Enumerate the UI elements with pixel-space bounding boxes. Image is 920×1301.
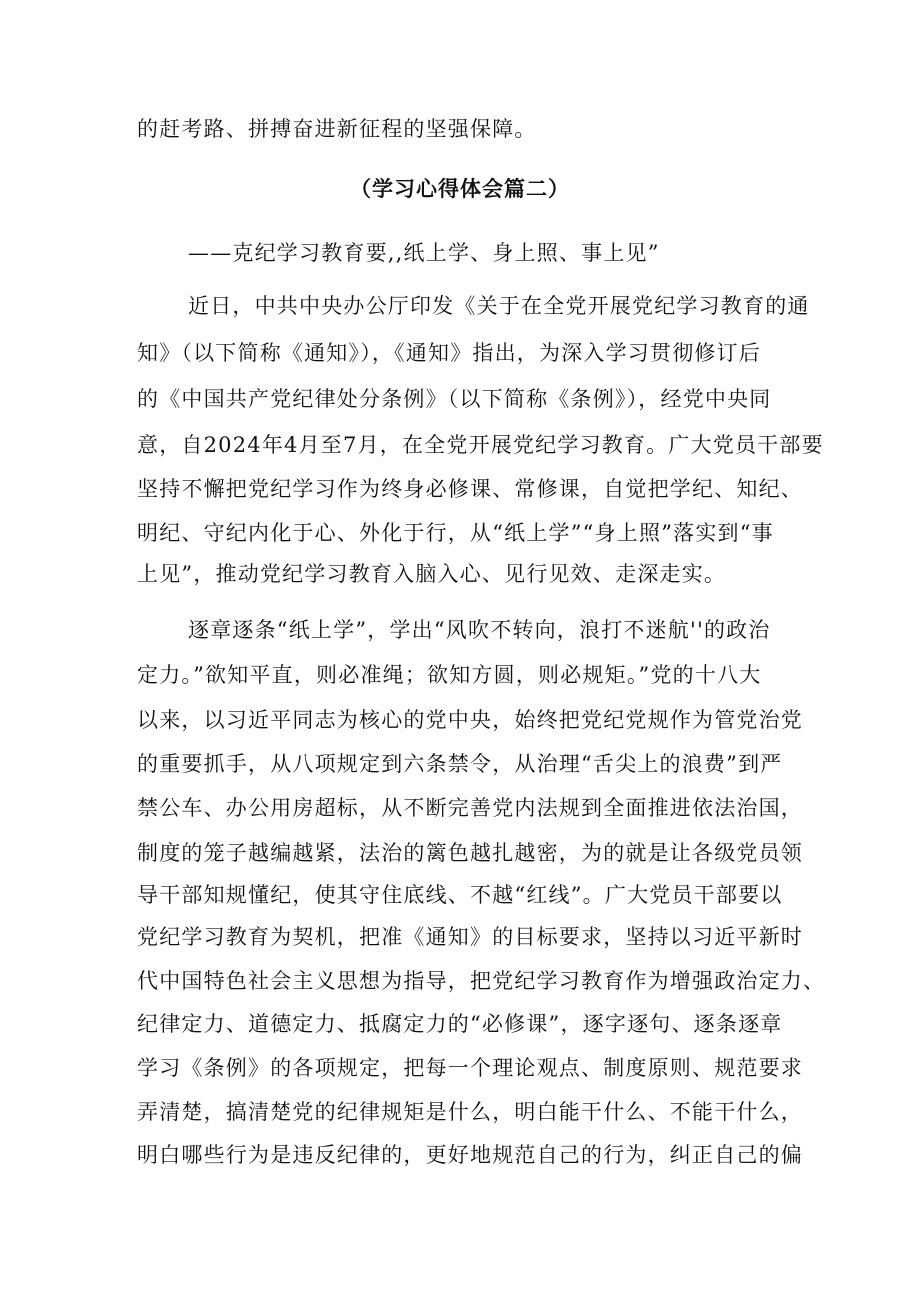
- paragraph-line: 纪律定力、道德定力、抵腐定力的“必修课”，逐字逐句、逐条逐章: [137, 1012, 783, 1036]
- paragraph-line: 的《中国共产党纪律处分条例》（以下简称《条例》），经党中央同: [137, 387, 772, 411]
- paragraph-line: 明纪、守纪内化于心、外化于行，从“纸上学”“身上照”落实到“事: [137, 521, 774, 545]
- paragraph-line: 的重要抓手，从八项规定到六条禁令，从治理“舌尖上的浪费”到严: [137, 752, 783, 776]
- paragraph-line: 党纪学习教育为契机，把准《通知》的目标要求，坚持以习近平新时: [137, 925, 803, 949]
- paragraph-line: 近日，中共中央办公厅印发《关于在全党开展党纪学习教育的通: [188, 294, 810, 318]
- paragraph-line: 意，自2024年4月至7月，在全党开展党纪学习教育。广大党员干部要: [137, 433, 824, 457]
- paragraph-line: 禁公车、办公用房超标，从不断完善党内法规到全面推进依法治国，: [137, 796, 803, 820]
- paragraph-line: 逐章逐条“纸上学”，学出“风吹不转向，浪打不迷航''的政治: [188, 618, 771, 642]
- paragraph-line: 弄清楚，搞清楚党的纪律规矩是什么，明白能干什么、不能干什么，: [137, 1100, 803, 1124]
- section-heading: （学习心得体会篇二）: [350, 176, 570, 201]
- paragraph-line: 知》（以下简称《通知》），《通知》指出，为深入学习贯彻修订后: [137, 341, 761, 365]
- paragraph-line: 明白哪些行为是违反纪律的，更好地规范自己的行为，纠正自己的偏: [137, 1143, 803, 1167]
- paragraph-line: 学习《条例》的各项规定，把每一个理论观点、制度原则、规范要求: [137, 1056, 803, 1080]
- paragraph-line: 制度的笼子越编越紧，法治的篱色越扎越密，为的就是让各级党员领: [137, 841, 803, 865]
- paragraph-line: 定力。”欲知平直，则必准绳；欲知方圆，则必规矩。”党的十八大: [137, 663, 762, 687]
- paragraph-line: 导干部知规懂纪，使其守住底线、不越“红线”。广大党员干部要以: [137, 883, 783, 907]
- paragraph-line: 以来，以习近平同志为核心的党中央，始终把党纪党规作为管党治党: [137, 708, 803, 732]
- paragraph-line: 代中国特色社会主义思想为指导，把党纪学习教育作为增强政治定力、: [137, 969, 826, 993]
- intro-line: 的赶考路、拼搏奋进新征程的坚强保障。: [137, 117, 537, 141]
- paragraph-line: 坚持不懈把党纪学习作为终身必修课、常修课，自觉把学纪、知纪、: [137, 477, 803, 501]
- subtitle: ——克纪学习教育要,,纸上学、身上照、事上见”: [188, 241, 660, 265]
- paragraph-line: 上见”，推动党纪学习教育入脑入心、见行见效、走深走实。: [137, 562, 727, 586]
